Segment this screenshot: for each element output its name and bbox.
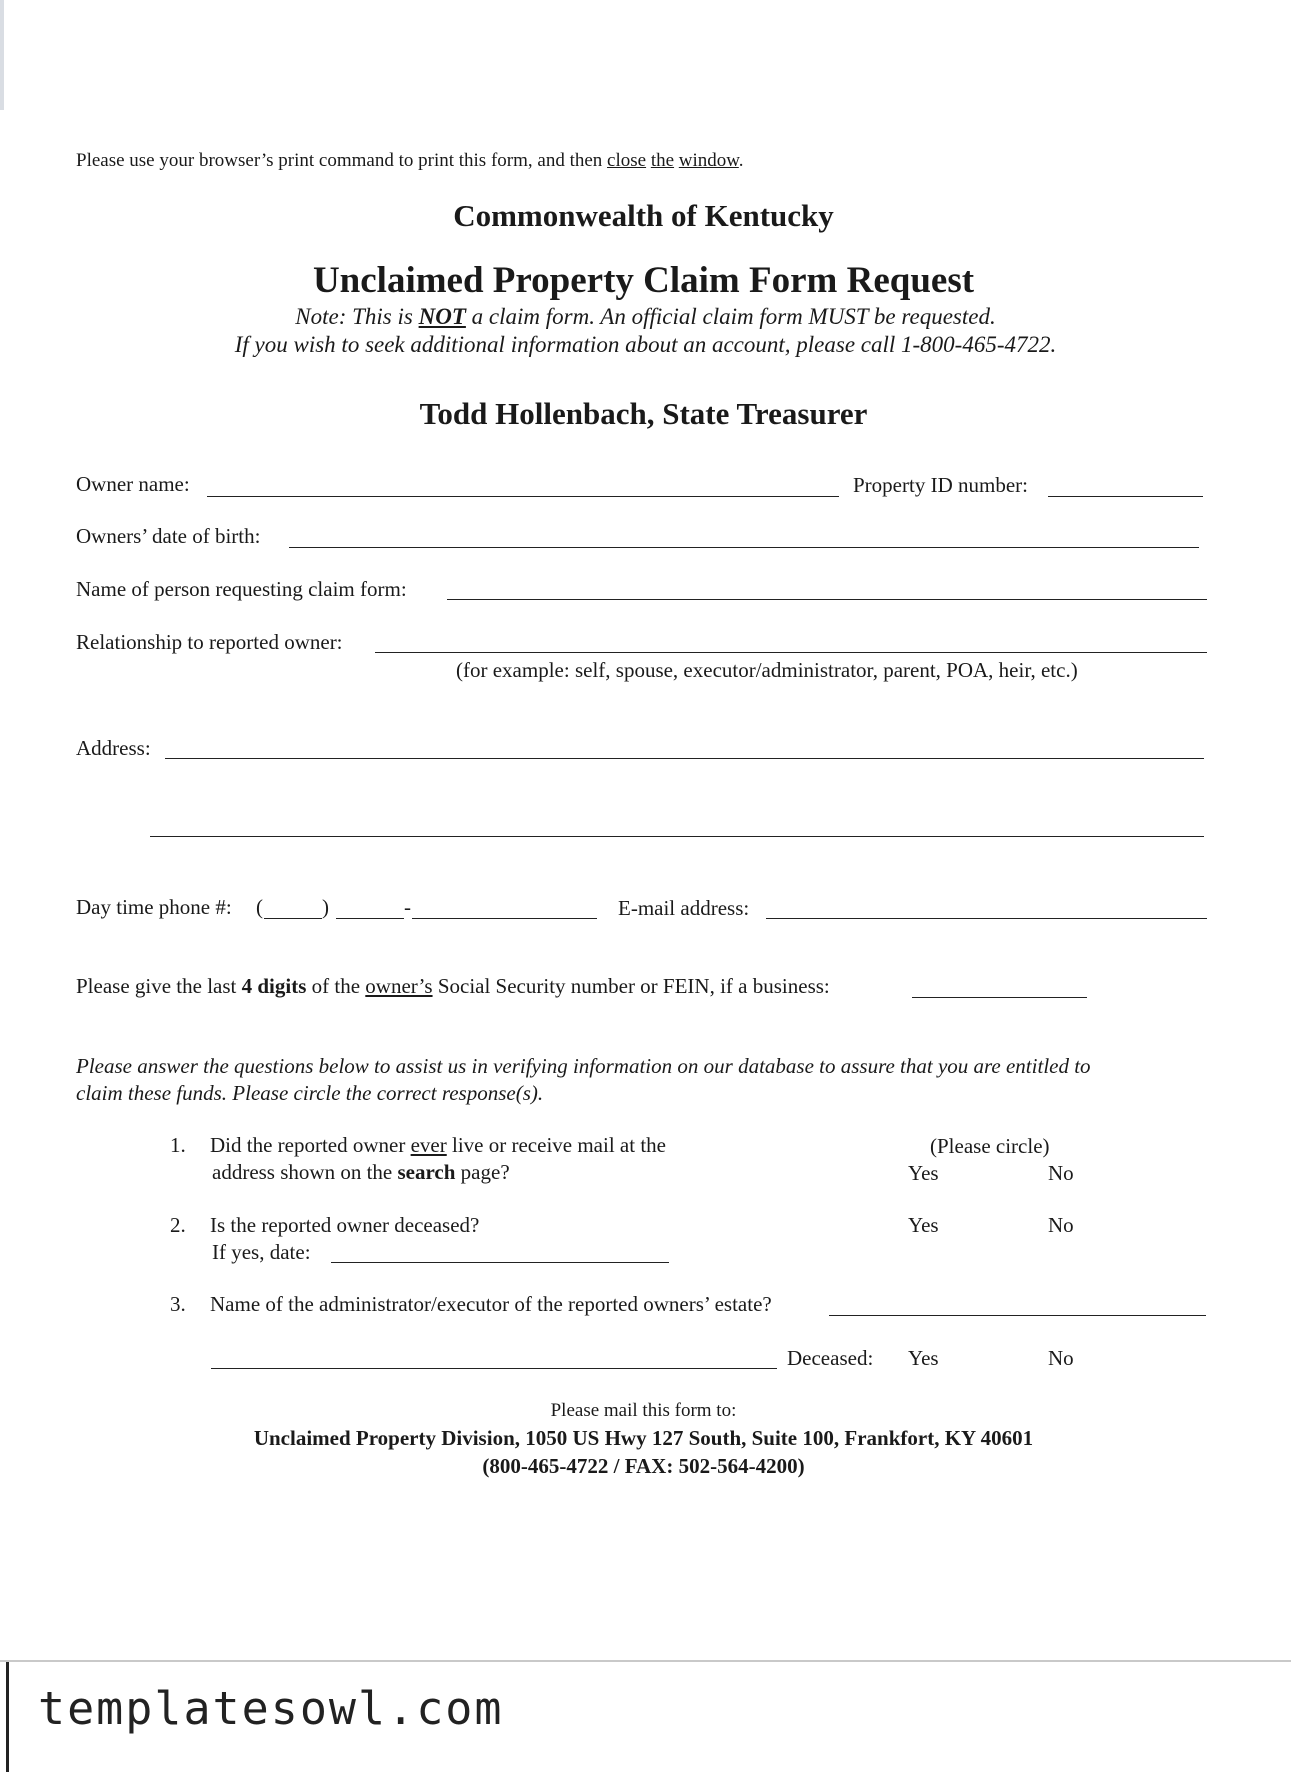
dob-label: Owners’ date of birth:: [76, 524, 261, 548]
q3-text: Name of the administrator/executor of the reported owners’ estate?: [210, 1292, 772, 1316]
mail-to-label: Please mail this form to:: [550, 1400, 737, 1421]
q2-no-option[interactable]: No: [1048, 1213, 1074, 1237]
requester-label: Name of person requesting claim form:: [76, 577, 407, 601]
treasurer-heading: Todd Hollenbach, State Treasurer: [419, 396, 868, 431]
email-label: E-mail address:: [618, 896, 750, 920]
relationship-field[interactable]: [375, 652, 1207, 653]
q3-yes-option[interactable]: Yes: [908, 1346, 939, 1370]
state-heading: Commonwealth of Kentucky: [453, 198, 834, 233]
q1-text-line-1: Did the reported owner ever live or receive mail at the: [210, 1133, 666, 1157]
the-link[interactable]: the: [650, 150, 675, 171]
q1-yes-option[interactable]: Yes: [908, 1161, 939, 1185]
owner-name-field[interactable]: [207, 496, 839, 497]
window-link[interactable]: window: [678, 150, 739, 171]
close-link[interactable]: close: [607, 150, 647, 171]
scan-edge-mark: [0, 0, 4, 110]
address-label: Address:: [76, 736, 151, 760]
q1-text-line-2: address shown on the search page?: [212, 1160, 510, 1184]
phone-dash: -: [404, 895, 411, 919]
please-circle-label: (Please circle): [930, 1134, 1050, 1158]
q2-yes-option[interactable]: Yes: [908, 1213, 939, 1237]
phone-area-code-field[interactable]: [264, 918, 322, 919]
email-field[interactable]: [766, 918, 1207, 919]
q2-date-field[interactable]: [331, 1262, 669, 1263]
phone-close-paren: ): [322, 895, 329, 919]
print-instruction: Please use your browser’s print command to print this form, and then close the window.: [76, 150, 744, 171]
q3-deceased-label: Deceased:: [787, 1346, 874, 1370]
watermark-edge-bar: [6, 1662, 9, 1772]
q2-text: Is the reported owner deceased?: [210, 1213, 480, 1237]
phone-number-field[interactable]: [412, 918, 597, 919]
q1-no-option[interactable]: No: [1048, 1161, 1074, 1185]
q2-date-label: If yes, date:: [212, 1240, 311, 1264]
dob-field[interactable]: [289, 547, 1199, 548]
note-line-1: Note: This is NOT a claim form. An official claim form MUST be requested.: [295, 304, 996, 329]
q3-no-option[interactable]: No: [1048, 1346, 1074, 1370]
address-field-line-2[interactable]: [150, 836, 1204, 837]
q1-number: 1.: [170, 1133, 186, 1157]
q3-executor-field[interactable]: [829, 1315, 1206, 1316]
mailing-address: Unclaimed Property Division, 1050 US Hwy 127 South, Suite 100, Frankfort, KY 40601: [253, 1426, 1034, 1450]
instructions-line-1: Please answer the questions below to assist us in verifying information on our database to assure that you are entitled to: [76, 1054, 1091, 1078]
ssn-field[interactable]: [912, 997, 1087, 998]
q3-number: 3.: [170, 1292, 186, 1316]
q3-executor-field-line-2[interactable]: [211, 1368, 777, 1369]
instructions-line-2: claim these funds. Please circle the correct response(s).: [76, 1081, 544, 1105]
phone-label: Day time phone #:: [76, 895, 232, 919]
phone-prefix-field[interactable]: [336, 918, 404, 919]
address-field-line-1[interactable]: [165, 758, 1204, 759]
form-title: Unclaimed Property Claim Form Request: [312, 260, 975, 301]
property-id-label: Property ID number:: [853, 473, 1028, 497]
phone-open-paren: (: [256, 895, 263, 919]
q2-number: 2.: [170, 1213, 186, 1237]
watermark-divider: [0, 1660, 1291, 1662]
relationship-label: Relationship to reported owner:: [76, 630, 343, 654]
owner-name-label: Owner name:: [76, 472, 190, 496]
note-line-2: If you wish to seek additional information about an account, please call 1-800-465-4722.: [234, 332, 1057, 357]
relationship-hint: (for example: self, spouse, executor/administrator, parent, POA, heir, etc.): [456, 658, 1078, 682]
contact-numbers: (800-465-4722 / FAX: 502-564-4200): [482, 1454, 805, 1478]
watermark-text: templatesowl.com: [38, 1682, 504, 1735]
requester-field[interactable]: [447, 599, 1207, 600]
ssn-label: Please give the last 4 digits of the owner’s Social Security number or FEIN, if a business:: [76, 974, 830, 998]
property-id-field[interactable]: [1048, 496, 1203, 497]
